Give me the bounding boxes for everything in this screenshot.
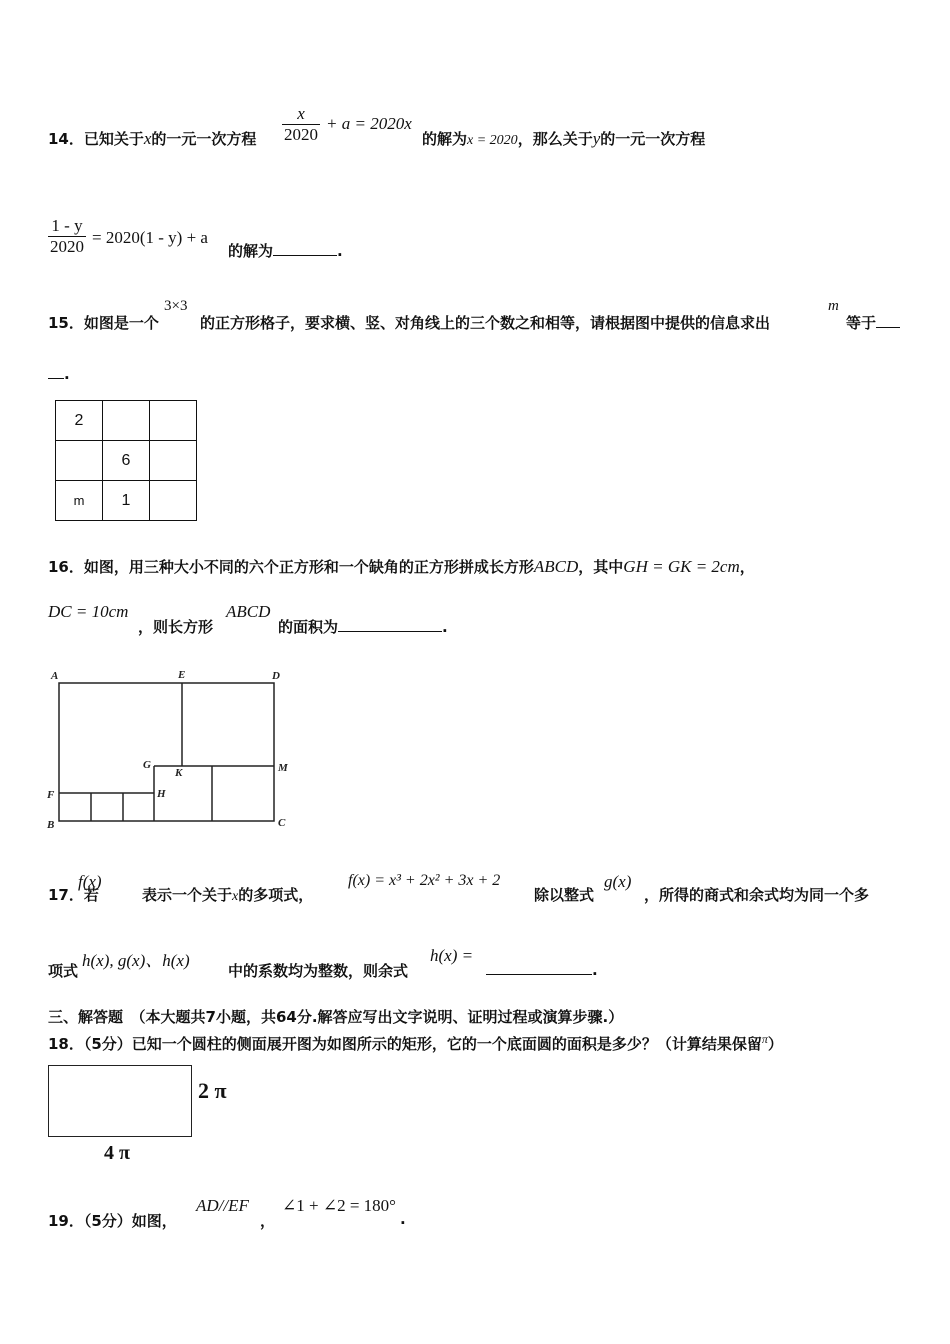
- grid-cell: [150, 481, 197, 521]
- q16-line2a: [138, 616, 213, 637]
- label-a: A: [51, 670, 59, 682]
- q16-rect-name2: ABCD: [226, 602, 271, 621]
- q15-answer-blank-b[interactable]: [48, 364, 64, 379]
- magic-square-grid: [55, 400, 197, 521]
- q14-frac-den: 2020: [284, 125, 318, 144]
- q14-frac-num: x: [297, 104, 305, 123]
- q16-line2b: [278, 616, 448, 637]
- q16-comma: ，: [739, 558, 755, 576]
- q18-side-label: 2 π: [198, 1078, 227, 1103]
- q14-line1: [48, 128, 256, 149]
- q17-mid3: 除以整式: [534, 886, 595, 904]
- q14-line1b: [422, 128, 705, 149]
- q17-line2b: [228, 960, 408, 981]
- q14-equation2-rest: = 2020(1 - y) + a: [92, 228, 208, 247]
- q17-prefix: 17．若: [48, 886, 99, 904]
- q14-mid3: ，那么关于: [517, 130, 593, 148]
- label-d: D: [272, 670, 280, 682]
- q15-prefix: 15．如图是一个: [48, 314, 159, 332]
- q14-tail: 的解为: [228, 242, 274, 260]
- q17-x-var: x: [232, 889, 239, 904]
- grid-row: [56, 401, 197, 441]
- q18-close: ）: [767, 1035, 783, 1053]
- q14-fraction: [282, 104, 320, 145]
- q16-end: .: [442, 618, 448, 636]
- q17-fx: f(x): [78, 872, 102, 891]
- q16-tail: 的面积为: [278, 618, 339, 636]
- q17-mid1: 表示一个关于: [142, 886, 233, 904]
- grid-row: [56, 481, 197, 521]
- q14-frac2-num: 1 - y: [51, 216, 83, 235]
- q14-equation-rest: + a = 2020x: [326, 114, 412, 133]
- label-m: M: [278, 762, 288, 774]
- q15-tail: 等于: [846, 314, 877, 332]
- q18-bottom-label: 4 π: [104, 1142, 130, 1164]
- q17-line1b: [142, 884, 313, 905]
- q14-fraction2: [48, 216, 86, 257]
- q16-answer-blank[interactable]: [338, 617, 442, 632]
- label-f: F: [47, 789, 55, 801]
- grid-row: [56, 441, 197, 481]
- q17-mid2: 的多项式，: [238, 886, 314, 904]
- q17-answer-blank[interactable]: [486, 960, 592, 975]
- grid-cell: [150, 441, 197, 481]
- q17-line2c: [486, 960, 598, 979]
- q15-size: 3×3: [164, 298, 188, 314]
- q19-parallel: AD//EF: [196, 1196, 249, 1215]
- q14-mid2: 的解为: [422, 130, 468, 148]
- grid-cell: [56, 441, 103, 481]
- grid-cell: 2: [56, 401, 103, 441]
- q14-solution: x = 2020: [467, 133, 518, 148]
- q16-rect-name: ABCD: [533, 557, 579, 576]
- grid-cell: [103, 401, 150, 441]
- q19-end: .: [400, 1210, 406, 1228]
- q16-line1: [48, 556, 755, 577]
- rectangle-abcd-figure: [40, 664, 300, 834]
- q14-answer-blank[interactable]: [273, 241, 337, 256]
- q14-mid1: 的一元一次方程: [151, 130, 257, 148]
- grid-cell: 6: [103, 441, 150, 481]
- q16-mid: ，其中: [578, 558, 624, 576]
- label-g: G: [143, 759, 151, 771]
- q18-text: 18．（5分）已知一个圆柱的侧面展开图为如图所示的矩形，它的一个底面圆的面积是多少？（计算结果保留: [48, 1035, 762, 1053]
- q16-cond1: GH = GK = 2cm: [623, 557, 740, 576]
- q17-poly: f(x) = x³ + 2x² + 3x + 2: [348, 872, 501, 889]
- q17-end: .: [592, 961, 598, 979]
- q17-line2a: [48, 960, 78, 981]
- q17-line1d: [644, 884, 869, 905]
- q17-gx: g(x): [604, 872, 632, 891]
- q16-cond2: DC = 10cm: [48, 602, 129, 621]
- label-k: K: [175, 767, 183, 779]
- q15-line2: [48, 364, 70, 383]
- section3-title: 三、解答题 （本大题共7小题，共64分.解答应写出文字说明、证明过程或演算步骤.）: [48, 1008, 624, 1026]
- q15-answer-blank-a[interactable]: [876, 313, 900, 328]
- q15-line1b: [200, 312, 770, 333]
- q17-funcs: h(x), g(x)、h(x): [82, 951, 190, 970]
- q16-prefix: 16．如图，用三种大小不同的六个正方形和一个缺角的正方形拼成长方形: [48, 558, 534, 576]
- q15-text: 的正方形格子，要求横、竖、对角线上的三个数之和相等，请根据图中提供的信息求出: [200, 314, 771, 332]
- label-c: C: [278, 817, 286, 829]
- q17-mid4: ，所得的商式和余式均为同一个多: [644, 886, 870, 904]
- q17-mid5: 中的系数均为整数，则余式: [228, 962, 409, 980]
- q14-prefix: 14．已知关于: [48, 130, 144, 148]
- label-b: B: [47, 819, 55, 831]
- grid-cell: 1: [103, 481, 150, 521]
- q18-line: [48, 1032, 783, 1054]
- q17-line1c: [534, 884, 594, 905]
- q15-line1: [48, 312, 159, 333]
- q19-angle-eq: ∠1 + ∠2 = 180°: [282, 1196, 396, 1215]
- q14-line2: [228, 240, 343, 261]
- q19-prefix: 19．（5分）如图，: [48, 1212, 177, 1230]
- q17-line2-prefix: 项式: [48, 962, 79, 980]
- q16-mid2: ，则长方形: [138, 618, 214, 636]
- grid-cell: m: [56, 481, 103, 521]
- q15-line1c: [846, 312, 900, 333]
- q15-var-m: m: [828, 298, 839, 314]
- q19-comma: ，: [260, 1212, 276, 1230]
- label-e: E: [178, 669, 186, 681]
- label-h: H: [157, 788, 166, 800]
- q14-x-var: x: [143, 129, 152, 148]
- q18-pi: π: [761, 1032, 768, 1046]
- q19-line-a: [48, 1210, 177, 1231]
- q14-y-var: y: [592, 129, 601, 148]
- q17-hx-eq: h(x) =: [430, 946, 474, 965]
- q14-frac2-den: 2020: [50, 237, 84, 256]
- q14-mid4: 的一元一次方程: [600, 130, 706, 148]
- cylinder-net-rectangle: [48, 1065, 192, 1137]
- grid-cell: [150, 401, 197, 441]
- q14-end: .: [337, 242, 343, 260]
- q15-end: .: [64, 365, 70, 383]
